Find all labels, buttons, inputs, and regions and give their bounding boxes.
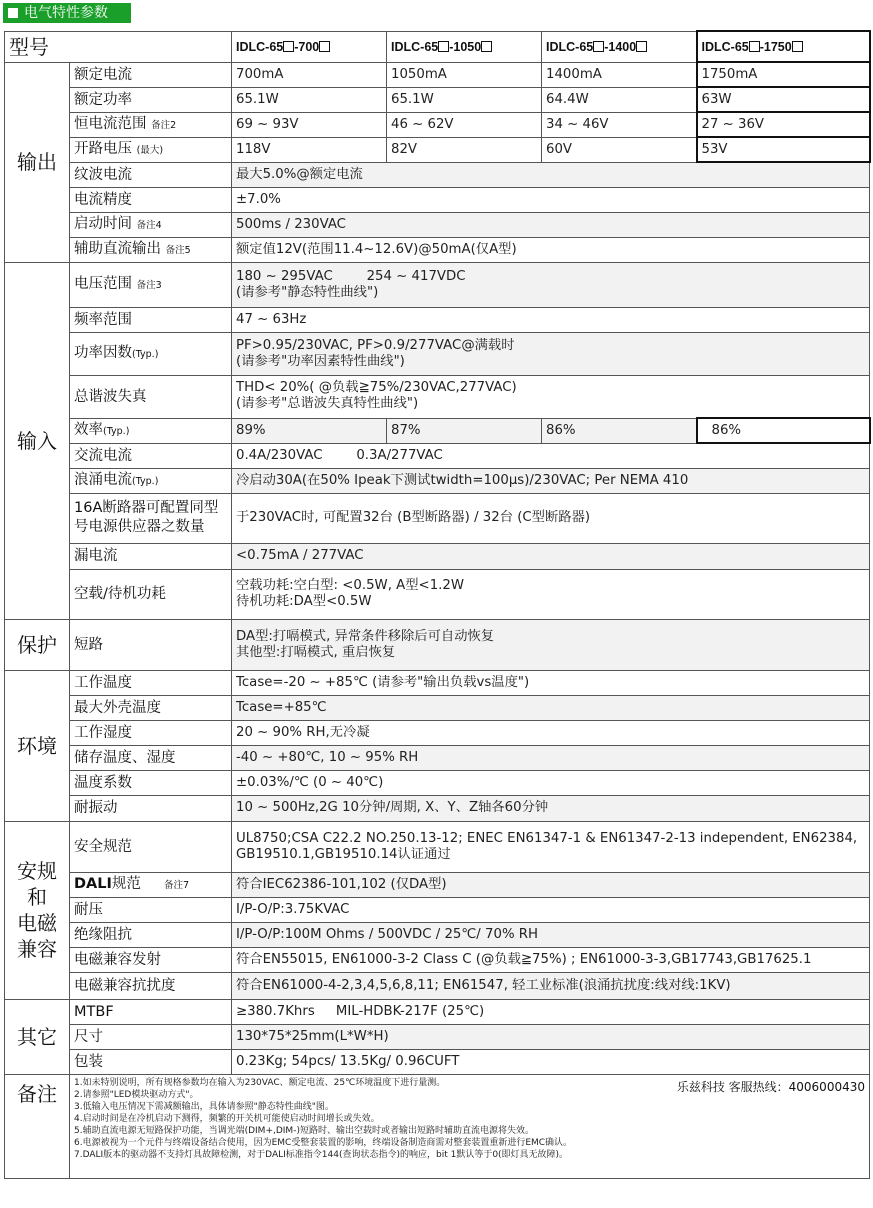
value-cell: 最大5.0%@额定电流 xyxy=(232,162,870,187)
row-isolation xyxy=(5,922,870,947)
value-cell: 53V xyxy=(697,137,870,162)
label-leakage: 漏电流 xyxy=(70,543,232,569)
value-cell: -40 ~ +80℃, 10 ~ 95% RH xyxy=(232,745,870,770)
row-notes xyxy=(5,1074,870,1178)
value-cell: ±0.03%/℃ (0 ~ 40℃) xyxy=(232,770,870,795)
value-cell: 87% xyxy=(387,418,542,443)
section-notes: 备注 xyxy=(5,1074,70,1178)
label-efficiency: 效率(Typ.) xyxy=(70,418,232,443)
label-breaker: 16A断路器可配置同型 号电源供应器之数量 xyxy=(70,493,232,543)
value-cell: 0.23Kg; 54pcs/ 13.5Kg/ 0.96CUFT xyxy=(232,1049,870,1074)
row-startup xyxy=(5,212,870,237)
model-row xyxy=(5,31,870,62)
row-temp-coef xyxy=(5,770,870,795)
label-frequency: 频率范围 xyxy=(70,307,232,332)
value-cell: UL8750;CSA C22.2 NO.250.13-12; ENEC EN61347-1 & EN61347-2-13 independent, EN62384, GB19510.1,GB19510.14认证通过 xyxy=(232,821,870,872)
value-cell: PF>0.95/230VAC, PF>0.9/277VAC@满载时 (请参考"功率因素特性曲线") xyxy=(232,332,870,375)
value-cell: Tcase=+85℃ xyxy=(232,695,870,720)
value-cell: I/P-O/P:100M Ohms / 500VDC / 25℃/ 70% RH xyxy=(232,922,870,947)
label-size: 尺寸 xyxy=(70,1024,232,1049)
value-cell: 65.1W xyxy=(232,87,387,112)
row-thd xyxy=(5,375,870,418)
row-short-circuit xyxy=(5,619,870,670)
note-item: 2.请参照"LED模块驱动方式"。 xyxy=(74,1089,199,1100)
row-rated-power xyxy=(5,87,870,112)
label-ac-current: 交流电流 xyxy=(70,443,232,468)
box-icon xyxy=(283,41,294,52)
label-cc-range: 恒电流范围 备注2 xyxy=(70,112,232,137)
section-output: 输出 xyxy=(5,62,70,262)
row-efficiency xyxy=(5,418,870,443)
square-bullet-icon xyxy=(8,8,18,18)
row-package xyxy=(5,1049,870,1074)
label-temp-coef: 温度系数 xyxy=(70,770,232,795)
label-mtbf: MTBF xyxy=(70,999,232,1024)
value-cell: 500ms / 230VAC xyxy=(232,212,870,237)
row-cc-range xyxy=(5,112,870,137)
row-storage xyxy=(5,745,870,770)
value-cell: 符合IEC62386-101,102 (仅DA型) xyxy=(232,872,870,897)
section-protection: 保护 xyxy=(5,619,70,670)
value-cell: 符合EN61000-4-2,3,4,5,6,8,11; EN61547, 轻工业标准(浪涌抗扰度:线对线:1KV) xyxy=(232,972,870,999)
row-aux xyxy=(5,237,870,262)
row-vibration xyxy=(5,795,870,821)
note-item: 7.DALI版本的驱动器不支持灯具故障检测，对于DALI标准指令144(查询状态指令)的响应，bit 1默认等于0(即灯具无故障)。 xyxy=(74,1149,569,1160)
label-withstand: 耐压 xyxy=(70,897,232,922)
label-work-temp: 工作温度 xyxy=(70,670,232,695)
label-ems: 电磁兼容抗扰度 xyxy=(70,972,232,999)
value-cell: 0.4A/230VAC 0.3A/277VAC xyxy=(232,443,870,468)
value-cell: 63W xyxy=(697,87,870,112)
section-environment: 环境 xyxy=(5,670,70,821)
row-frequency xyxy=(5,307,870,332)
section-input: 输入 xyxy=(5,262,70,619)
row-case-temp xyxy=(5,695,870,720)
label-case-temp: 最大外壳温度 xyxy=(70,695,232,720)
row-ripple xyxy=(5,162,870,187)
value-cell: 空载功耗:空白型: <0.5W, A型<1.2W 待机功耗:DA型<0.5W xyxy=(232,569,870,619)
note-item: 1.如未特别说明，所有规格参数均在输入为230VAC、额定电流、25℃环境温度下进行量测。 xyxy=(74,1077,446,1088)
value-cell: I/P-O/P:3.75KVAC xyxy=(232,897,870,922)
hotline: 乐兹科技 客服热线：4006000430 xyxy=(676,1079,865,1094)
value-cell: 47 ~ 63Hz xyxy=(232,307,870,332)
box-icon xyxy=(319,41,330,52)
row-breaker xyxy=(5,493,870,543)
model-label: 型号 xyxy=(5,31,232,62)
note-item: 3.低输入电压情况下需减额输出，具体请参照"静态特性曲线"图。 xyxy=(74,1101,334,1112)
label-emi: 电磁兼容发射 xyxy=(70,947,232,972)
row-emi xyxy=(5,947,870,972)
label-storage: 储存温度、湿度 xyxy=(70,745,232,770)
label-package: 包装 xyxy=(70,1049,232,1074)
box-icon xyxy=(593,41,604,52)
value-cell: 86% xyxy=(697,418,870,443)
label-vibration: 耐振动 xyxy=(70,795,232,821)
row-withstand xyxy=(5,897,870,922)
value-cell: 700mA xyxy=(232,62,387,87)
row-inrush xyxy=(5,468,870,493)
value-cell: 60V xyxy=(542,137,697,162)
row-dali xyxy=(5,872,870,897)
row-ac-current xyxy=(5,443,870,468)
row-open-voltage xyxy=(5,137,870,162)
value-cell: 69 ~ 93V xyxy=(232,112,387,137)
box-icon xyxy=(792,41,803,52)
label-open-voltage: 开路电压 (最大) xyxy=(70,137,232,162)
row-mtbf xyxy=(5,999,870,1024)
label-isolation: 绝缘阻抗 xyxy=(70,922,232,947)
value-cell: 34 ~ 46V xyxy=(542,112,697,137)
model-1050: IDLC-65 -1050 xyxy=(387,31,542,62)
box-icon xyxy=(481,41,492,52)
value-cell: 180 ~ 295VAC 254 ~ 417VDC (请参考"静态特性曲线") xyxy=(232,262,870,307)
row-accuracy xyxy=(5,187,870,212)
label-thd: 总谐波失真 xyxy=(70,375,232,418)
model-700: IDLC-65 -700 xyxy=(232,31,387,62)
label-rated-current: 额定电流 xyxy=(70,62,232,87)
section-header xyxy=(3,3,131,23)
value-cell: 64.4W xyxy=(542,87,697,112)
value-cell: ≥380.7Khrs MIL-HDBK-217F (25℃) xyxy=(232,999,870,1024)
section-others: 其它 xyxy=(5,999,70,1074)
label-startup: 启动时间 备注4 xyxy=(70,212,232,237)
value-cell: 130*75*25mm(L*W*H) xyxy=(232,1024,870,1049)
value-cell: 27 ~ 36V xyxy=(697,112,870,137)
model-1750: IDLC-65 -1750 xyxy=(697,31,870,62)
value-cell: 20 ~ 90% RH,无冷凝 xyxy=(232,720,870,745)
box-icon xyxy=(749,41,760,52)
row-leakage xyxy=(5,543,870,569)
section-safety: 安规 和 电磁 兼容 xyxy=(5,821,70,999)
row-safety-std xyxy=(5,821,870,872)
row-standby xyxy=(5,569,870,619)
row-voltage-range xyxy=(5,262,870,307)
label-standby: 空载/待机功耗 xyxy=(70,569,232,619)
value-cell: 1750mA xyxy=(697,62,870,87)
row-ems xyxy=(5,972,870,999)
value-cell: 89% xyxy=(232,418,387,443)
notes-list xyxy=(70,1074,870,1178)
value-cell: 118V xyxy=(232,137,387,162)
value-cell: 1400mA xyxy=(542,62,697,87)
value-cell: 冷启动30A(在50% Ipeak下测试twidth=100µs)/230VAC; Per NEMA 410 xyxy=(232,468,870,493)
value-cell: 符合EN55015, EN61000-3-2 Class C (@负载≧75%) ; EN61000-3-3,GB17743,GB17625.1 xyxy=(232,947,870,972)
model-1400: IDLC-65 -1400 xyxy=(542,31,697,62)
label-humidity: 工作湿度 xyxy=(70,720,232,745)
label-ripple: 纹波电流 xyxy=(70,162,232,187)
label-accuracy: 电流精度 xyxy=(70,187,232,212)
value-cell: Tcase=-20 ~ +85℃ (请参考"输出负载vs温度") xyxy=(232,670,870,695)
value-cell: ±7.0% xyxy=(232,187,870,212)
value-cell: 额定值12V(范围11.4~12.6V)@50mA(仅A型) xyxy=(232,237,870,262)
row-humidity xyxy=(5,720,870,745)
label-short-circuit: 短路 xyxy=(70,619,232,670)
row-size xyxy=(5,1024,870,1049)
label-safety-std: 安全规范 xyxy=(70,821,232,872)
value-cell: 86% xyxy=(542,418,697,443)
spec-table xyxy=(4,30,871,1179)
value-cell: THD< 20%( @负载≧75%/230VAC,277VAC) (请参考"总谐波失真特性曲线") xyxy=(232,375,870,418)
value-cell: 82V xyxy=(387,137,542,162)
row-rated-current xyxy=(5,62,870,87)
label-dali: DALI规范 备注7 xyxy=(70,872,232,897)
value-cell: DA型:打嗝模式, 异常条件移除后可自动恢复 其他型:打嗝模式, 重启恢复 xyxy=(232,619,870,670)
label-pf: 功率因数(Typ.) xyxy=(70,332,232,375)
value-cell: 于230VAC时, 可配置32台 (B型断路器) / 32台 (C型断路器) xyxy=(232,493,870,543)
box-icon xyxy=(636,41,647,52)
value-cell: <0.75mA / 277VAC xyxy=(232,543,870,569)
note-item: 6.电源被视为一个元件与终端设备结合使用，因为EMC受整套装置的影响，终端设备制造商需对整套装置重新进行EMC确认。 xyxy=(74,1137,573,1148)
note-item: 4.启动时间是在冷机启动下测得，频繁的开关机可能使启动时间增长或失效。 xyxy=(74,1113,380,1124)
note-item: 5.辅助直流电源无短路保护功能，当调光端(DIM+,DIM-)短路时、输出空载时或者输出短路时辅助直流电源将失效。 xyxy=(74,1125,534,1136)
row-pf xyxy=(5,332,870,375)
section-title: 电气特性参数 xyxy=(24,5,108,21)
value-cell: 46 ~ 62V xyxy=(387,112,542,137)
value-cell: 1050mA xyxy=(387,62,542,87)
row-work-temp xyxy=(5,670,870,695)
label-rated-power: 额定功率 xyxy=(70,87,232,112)
label-aux: 辅助直流输出 备注5 xyxy=(70,237,232,262)
value-cell: 10 ~ 500Hz,2G 10分钟/周期, X、Y、Z轴各60分钟 xyxy=(232,795,870,821)
box-icon xyxy=(438,41,449,52)
label-inrush: 浪涌电流(Typ.) xyxy=(70,468,232,493)
label-voltage-range: 电压范围 备注3 xyxy=(70,262,232,307)
value-cell: 65.1W xyxy=(387,87,542,112)
